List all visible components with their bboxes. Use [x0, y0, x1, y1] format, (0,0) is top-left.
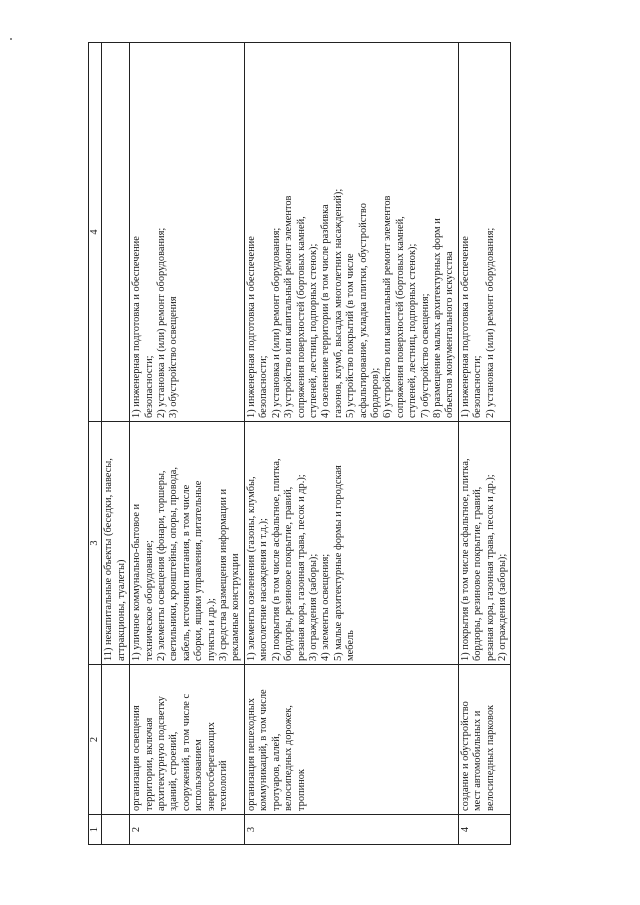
continuation-col2-cell	[102, 665, 130, 815]
cell-line: мест автомобильных и	[472, 710, 484, 811]
header-cell-3: 3	[89, 422, 102, 665]
cell-line: 2) элементы освещения (фонари, торшеры,	[156, 470, 168, 661]
cell-line: пункты и др.);	[205, 598, 217, 661]
cell-line: 1) инженерная подготовка и обеспечение	[459, 236, 471, 418]
cell-line: 7) обустройство освещения;	[419, 293, 431, 418]
activity-cell	[244, 665, 458, 815]
cell-line: энергосберегающих	[205, 722, 217, 811]
rotated-table-wrapper	[88, 43, 544, 845]
works-cell	[458, 43, 511, 422]
cell-line: сборки, ящики управления, питательные	[193, 480, 205, 661]
cell-line: 6) устройство или капитальный ремонт элементов	[382, 195, 394, 418]
cell-line: организация освещения	[131, 705, 143, 811]
cell-line: объектов монументального искусства	[444, 251, 456, 418]
cell-line: технологий	[218, 760, 230, 811]
table-row	[244, 43, 458, 845]
cell-line: 3) средства размещения информации и	[218, 488, 230, 661]
continuation-col3-cell	[102, 422, 130, 665]
cell-line: использованием	[193, 739, 205, 811]
cell-line: 2) покрытия (в том числе асфальтное, плитка,	[270, 458, 282, 661]
cell-line: аттракционы, туалеты)	[115, 559, 127, 661]
cell-line: создание и обустройство	[459, 701, 471, 811]
cell-line: газонов, клумб, высадка многолетних насаждений);	[332, 188, 344, 418]
cell-line: 5) устройство покрытий (в том числе	[345, 253, 357, 418]
table-row	[458, 43, 511, 845]
cell-line: 1) покрытия (в том числе асфальтное, плитка,	[459, 458, 471, 661]
cell-line: 3) ограждения (заборы);	[307, 553, 319, 661]
activity-cell	[130, 665, 245, 815]
cell-line: 2) установка и (или) ремонт оборудования;	[484, 227, 496, 418]
cell-line: 4) элементы освещения;	[320, 553, 332, 661]
cell-line: безопасности;	[258, 355, 270, 418]
cell-line: резаная кора, газонная трава, песок и др.);	[484, 474, 496, 661]
cell-line: мебель	[345, 630, 357, 661]
cell-line: асфальтирование, укладка плитки, обустройство	[357, 203, 369, 418]
cell-line: рекламные конструкции	[230, 553, 242, 661]
cell-line: резаная кора, газонная трава, песок и др.);	[295, 474, 307, 661]
elements-cell	[130, 422, 245, 665]
elements-cell	[458, 422, 511, 665]
cell-line: многолетние насаждения и т.д.);	[258, 518, 270, 661]
cell-line: территории, включая	[143, 717, 155, 811]
table-header-row	[89, 43, 102, 845]
continuation-num-cell	[102, 815, 130, 845]
header-cell-4: 4	[89, 43, 102, 422]
table-row	[130, 43, 245, 845]
cell-line: бордюры, резиновое покрытие, гравий,	[472, 486, 484, 661]
cell-line: велосипедных дорожек,	[283, 705, 295, 811]
cell-line: зданий, строений,	[168, 731, 180, 811]
works-cell	[130, 43, 245, 422]
cell-line: 2) установка и (или) ремонт оборудования;	[270, 227, 282, 418]
cell-line: 1) инженерная подготовка и обеспечение	[131, 236, 143, 418]
header-cell-1: 1	[89, 815, 102, 845]
cell-line: техническое оборудование;	[143, 540, 155, 661]
measures-table	[88, 42, 511, 845]
cell-line: 3) устройство или капитальный ремонт элементов	[283, 195, 295, 418]
cell-line: кабель, источники питания, в том числе	[180, 484, 192, 661]
cell-line: 8) размещение малых архитектурных форм и	[431, 218, 443, 418]
cell-line: 1) элементы озеленения (газоны, клумбы,	[245, 476, 257, 661]
row-number-cell: 3	[244, 815, 458, 845]
cell-line: сооружений, в том числе с	[180, 693, 192, 811]
cell-line: бордюры, резиновое покрытие, гравий,	[283, 486, 295, 661]
continuation-col4-cell	[102, 43, 130, 422]
cell-line: безопасности;	[472, 355, 484, 418]
cell-line: 3) обустройство освещения	[168, 296, 180, 418]
cell-line: 2) установка и (или) ремонт оборудования;	[156, 227, 168, 418]
cell-line: 1) инженерная подготовка и обеспечение	[245, 236, 257, 418]
cell-line: 2) ограждения (заборы);	[497, 553, 508, 661]
header-cell-2: 2	[89, 665, 102, 815]
continuation-row	[102, 43, 130, 845]
cell-line: архитектурную подсветку	[156, 696, 168, 811]
cell-line: ступеней, лестниц, подпорных стенок);	[407, 243, 419, 418]
scan-speck	[10, 38, 12, 40]
cell-line: светильники, кронштейны, опоры, провода,	[168, 467, 180, 661]
cell-line: тротуаров, аллей,	[270, 733, 282, 811]
cell-line: 5) малые архитектурные формы и городская	[332, 465, 344, 661]
cell-line: бордюров);	[369, 367, 381, 418]
cell-line: сопряжения поверхностей (бортовых камней,	[295, 216, 307, 418]
cell-line: тропинок	[295, 769, 307, 811]
activity-cell	[458, 665, 511, 815]
cell-line: 4) озеленение территории (в том числе разбивка	[320, 204, 332, 418]
cell-line: коммуникаций, в том числе	[258, 689, 270, 811]
cell-line: велосипедных парковок	[484, 704, 496, 811]
row-number-cell: 2	[130, 815, 245, 845]
cell-line: 11) некапитальные объекты (беседки, навесы,	[103, 458, 115, 661]
cell-line: 1) уличное коммунально-бытовое и	[131, 503, 143, 661]
cell-line: сопряжения поверхностей (бортовых камней,	[394, 216, 406, 418]
cell-line: организация пешеходных	[245, 698, 257, 811]
cell-line: безопасности;	[143, 355, 155, 418]
works-cell	[244, 43, 458, 422]
elements-cell	[244, 422, 458, 665]
row-number-cell: 4	[458, 815, 511, 845]
cell-line: ступеней, лестниц, подпорных стенок);	[307, 243, 319, 418]
